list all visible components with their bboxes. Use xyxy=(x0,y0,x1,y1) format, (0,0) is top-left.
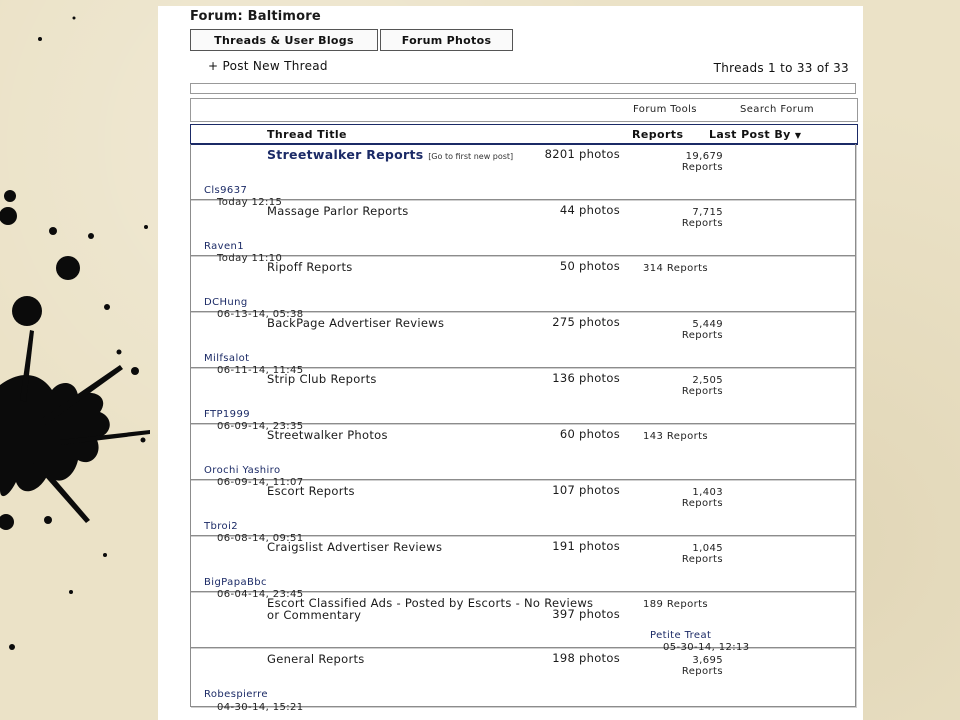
thread-photos-count[interactable]: 107 photos xyxy=(552,483,620,497)
last-poster-link[interactable]: Robespierre xyxy=(204,689,268,700)
reports-word: Reports xyxy=(681,386,723,397)
forum-toolbar xyxy=(190,98,858,122)
thread-reports-count xyxy=(671,543,723,565)
thread-reports-count: 189 Reports xyxy=(643,599,709,610)
last-post-date: 06-04-14, 23:45 xyxy=(217,589,304,600)
forum-title: Forum: Baltimore xyxy=(190,9,321,24)
sort-arrow-icon: ▼ xyxy=(794,131,802,140)
reports-number: 1,045 xyxy=(692,543,723,554)
last-post-date: 04-30-14, 15:21 xyxy=(217,702,304,713)
last-poster-link[interactable]: Tbroi2 xyxy=(204,521,239,532)
search-forum-menu[interactable]: Search Forum xyxy=(740,104,815,115)
last-post-date: Today 11:10 xyxy=(217,253,283,264)
thread-row xyxy=(190,536,856,600)
last-poster-link[interactable]: Orochi Yashiro xyxy=(204,465,281,476)
last-post-date: 05-30-14, 12:13 xyxy=(663,642,750,653)
last-poster-link[interactable]: Milfsalot xyxy=(204,353,250,364)
thread-title-link[interactable]: BackPage Advertiser Reviews xyxy=(267,316,445,330)
thread-title-link[interactable]: Massage Parlor Reports xyxy=(267,204,409,218)
last-post-date: 06-09-14, 11:07 xyxy=(217,477,304,488)
thread-photos-count[interactable]: 275 photos xyxy=(552,315,620,329)
last-poster-link[interactable]: Cls9637 xyxy=(204,185,248,196)
reports-number: 3,695 xyxy=(692,655,723,666)
tab-threads-user-blogs[interactable]: Threads & User Blogs xyxy=(190,29,378,51)
thread-row xyxy=(190,424,856,488)
post-new-thread-link[interactable]: + Post New Thread xyxy=(208,59,328,73)
thread-row xyxy=(190,256,856,320)
thread-title-link[interactable]: Strip Club Reports xyxy=(267,372,377,386)
thread-title-link[interactable]: Streetwalker Photos xyxy=(267,428,388,442)
thread-title-link[interactable]: Escort Reports xyxy=(267,484,355,498)
header-reports[interactable]: Reports xyxy=(632,128,684,141)
thread-row xyxy=(190,480,856,544)
header-thread-title[interactable]: Thread Title xyxy=(267,128,347,141)
thread-photos-count[interactable]: 8201 photos xyxy=(544,147,620,161)
last-poster-link[interactable]: Petite Treat xyxy=(650,630,712,641)
thread-photos-count[interactable]: 191 photos xyxy=(552,539,620,553)
thread-photos-count[interactable]: 136 photos xyxy=(552,371,620,385)
thread-reports-count xyxy=(671,151,723,173)
thread-title-link[interactable]: Escort Classified Ads - Posted by Escorts - No Reviews or Commentary xyxy=(267,596,594,622)
thread-photos-count[interactable]: 397 photos xyxy=(552,607,620,621)
reports-word: Reports xyxy=(681,330,723,341)
reports-word: Reports xyxy=(681,554,723,565)
thread-row xyxy=(190,200,856,264)
thread-photos-count[interactable]: 50 photos xyxy=(559,259,620,273)
reports-number: 7,715 xyxy=(692,207,723,218)
table-header xyxy=(190,124,858,145)
thread-row xyxy=(190,368,856,432)
reports-number: 19,679 xyxy=(685,151,723,162)
thread-count: Threads 1 to 33 of 33 xyxy=(713,61,849,75)
reports-word: Reports xyxy=(681,162,723,173)
reports-number: 5,449 xyxy=(692,319,723,330)
reports-word: Reports xyxy=(681,218,723,229)
reports-word: Reports xyxy=(681,498,723,509)
thread-photos-count[interactable]: 44 photos xyxy=(559,203,620,217)
thread-title-link[interactable]: Craigslist Advertiser Reviews xyxy=(267,540,443,554)
thread-photos-count[interactable]: 198 photos xyxy=(552,651,620,665)
thread-title-link[interactable]: General Reports xyxy=(267,652,365,666)
reports-word: Reports xyxy=(681,666,723,677)
thread-row xyxy=(190,592,856,653)
thread-reports-count xyxy=(671,655,723,677)
thread-reports-count xyxy=(671,487,723,509)
thread-reports-count: 143 Reports xyxy=(643,431,709,442)
thread-reports-count xyxy=(671,375,723,397)
reports-number: 2,505 xyxy=(692,375,723,386)
last-poster-link[interactable]: Raven1 xyxy=(204,241,245,252)
go-to-first-new-post-link[interactable]: [Go to first new post] xyxy=(428,152,514,161)
thread-reports-count xyxy=(671,319,723,341)
thread-photos-count[interactable]: 60 photos xyxy=(559,427,620,441)
thread-row xyxy=(190,144,856,208)
last-post-date: Today 12:15 xyxy=(217,197,283,208)
forum-tools-menu[interactable]: Forum Tools xyxy=(633,104,697,115)
thread-reports-count xyxy=(671,207,723,229)
ink-splatter-decoration xyxy=(0,0,160,720)
empty-bar xyxy=(190,83,856,94)
forum-page xyxy=(158,6,863,720)
last-poster-link[interactable]: DCHung xyxy=(204,297,248,308)
reports-number: 1,403 xyxy=(692,487,723,498)
thread-title-text: Streetwalker Reports xyxy=(267,147,424,162)
tab-forum-photos[interactable]: Forum Photos xyxy=(380,29,513,51)
last-post-date: 06-11-14, 11:45 xyxy=(217,365,304,376)
thread-reports-count: 314 Reports xyxy=(643,263,709,274)
last-poster-link[interactable]: FTP1999 xyxy=(204,409,250,420)
thread-row xyxy=(190,648,856,713)
last-post-date: 06-08-14, 09:51 xyxy=(217,533,304,544)
last-poster-link[interactable]: BigPapaBbc xyxy=(204,577,267,588)
last-post-date: 06-13-14, 05:38 xyxy=(217,309,304,320)
header-last-post-by[interactable] xyxy=(709,128,801,141)
thread-row xyxy=(190,312,856,376)
last-post-date: 06-09-14, 23:35 xyxy=(217,421,304,432)
header-last-post-by-label: Last Post By xyxy=(709,128,791,141)
thread-list xyxy=(190,144,858,713)
thread-title-link[interactable]: Ripoff Reports xyxy=(267,260,353,274)
